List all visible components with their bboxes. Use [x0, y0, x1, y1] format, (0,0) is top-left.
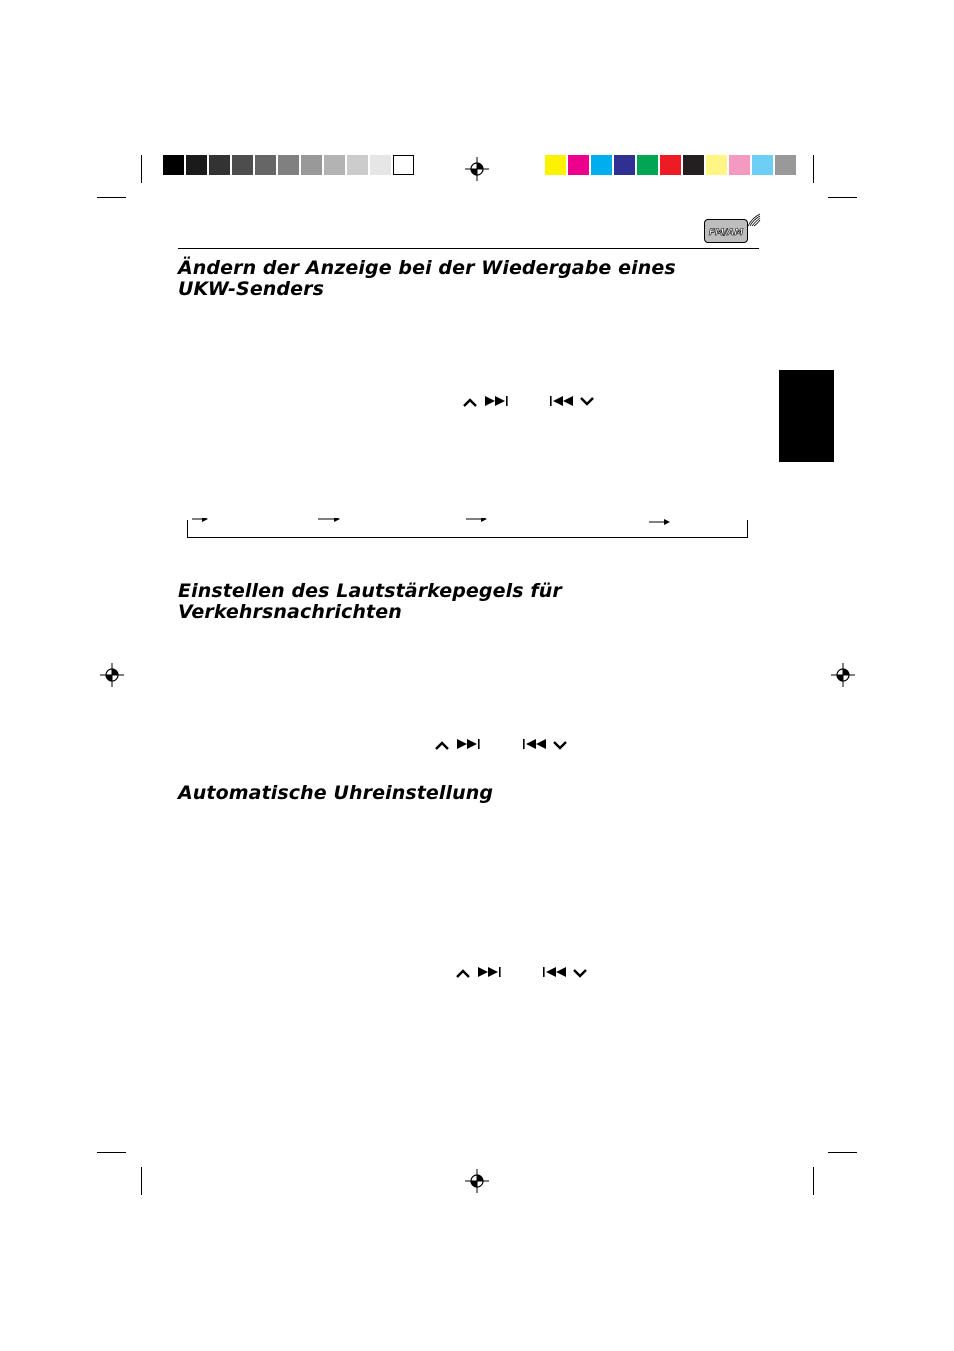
crop-mark [813, 1167, 814, 1195]
color-swatch [752, 155, 773, 175]
section-title-ukw: Ändern der Anzeige bei der Wiedergabe eines UKW-Senders [178, 257, 676, 300]
color-swatch [209, 155, 230, 175]
color-swatch [729, 155, 750, 175]
skip-next-icon [484, 395, 510, 407]
display-cycle-loop [187, 518, 748, 538]
grayscale-bar [163, 155, 416, 175]
color-swatch [163, 155, 184, 175]
color-swatch [370, 155, 391, 175]
color-swatch [232, 155, 253, 175]
down-chevron-icon [552, 740, 568, 752]
registration-mark-icon [100, 663, 124, 687]
up-chevron-icon [434, 739, 450, 751]
button-sequence [462, 394, 602, 410]
process-color-bar [545, 155, 798, 175]
up-chevron-icon [462, 396, 478, 408]
color-swatch [393, 155, 414, 175]
crop-mark [828, 197, 857, 198]
section-title-volume: Einstellen des Lautstärkepegels für Verkehrsnachrichten [178, 580, 562, 623]
crop-mark [97, 1152, 126, 1153]
color-swatch [545, 155, 566, 175]
color-swatch [255, 155, 276, 175]
color-swatch [706, 155, 727, 175]
crop-mark [141, 1167, 142, 1195]
color-swatch [614, 155, 635, 175]
color-swatch [660, 155, 681, 175]
color-swatch [591, 155, 612, 175]
crop-mark [141, 155, 142, 183]
color-swatch [568, 155, 589, 175]
registration-mark-icon [831, 663, 855, 687]
color-swatch [637, 155, 658, 175]
color-swatch [683, 155, 704, 175]
button-sequence [455, 965, 595, 981]
registration-mark-icon [465, 157, 489, 181]
fm-am-badge [704, 219, 748, 243]
up-chevron-icon [455, 967, 471, 979]
skip-previous-icon [549, 395, 575, 407]
fm-am-label: FM/AM [708, 228, 744, 238]
color-swatch [278, 155, 299, 175]
crop-mark [97, 197, 126, 198]
section-title-clock: Automatische Uhreinstellung [178, 782, 494, 804]
button-sequence [434, 737, 574, 753]
color-swatch [186, 155, 207, 175]
color-swatch [347, 155, 368, 175]
arrow-right-icon [318, 518, 340, 522]
skip-previous-icon [522, 738, 548, 750]
crop-mark [813, 155, 814, 183]
language-tab [779, 370, 834, 462]
down-chevron-icon [579, 396, 595, 408]
arrow-right-icon [649, 519, 670, 525]
registration-mark-icon [465, 1169, 489, 1193]
arrow-right-icon [466, 518, 487, 522]
skip-next-icon [477, 966, 503, 978]
color-swatch [324, 155, 345, 175]
header-rule [178, 248, 759, 249]
skip-next-icon [456, 738, 482, 750]
arrow-right-icon [192, 518, 208, 522]
signal-waves-icon [747, 213, 761, 227]
skip-previous-icon [542, 966, 568, 978]
color-swatch [775, 155, 796, 175]
down-chevron-icon [572, 968, 588, 980]
crop-mark [828, 1152, 857, 1153]
color-swatch [301, 155, 322, 175]
